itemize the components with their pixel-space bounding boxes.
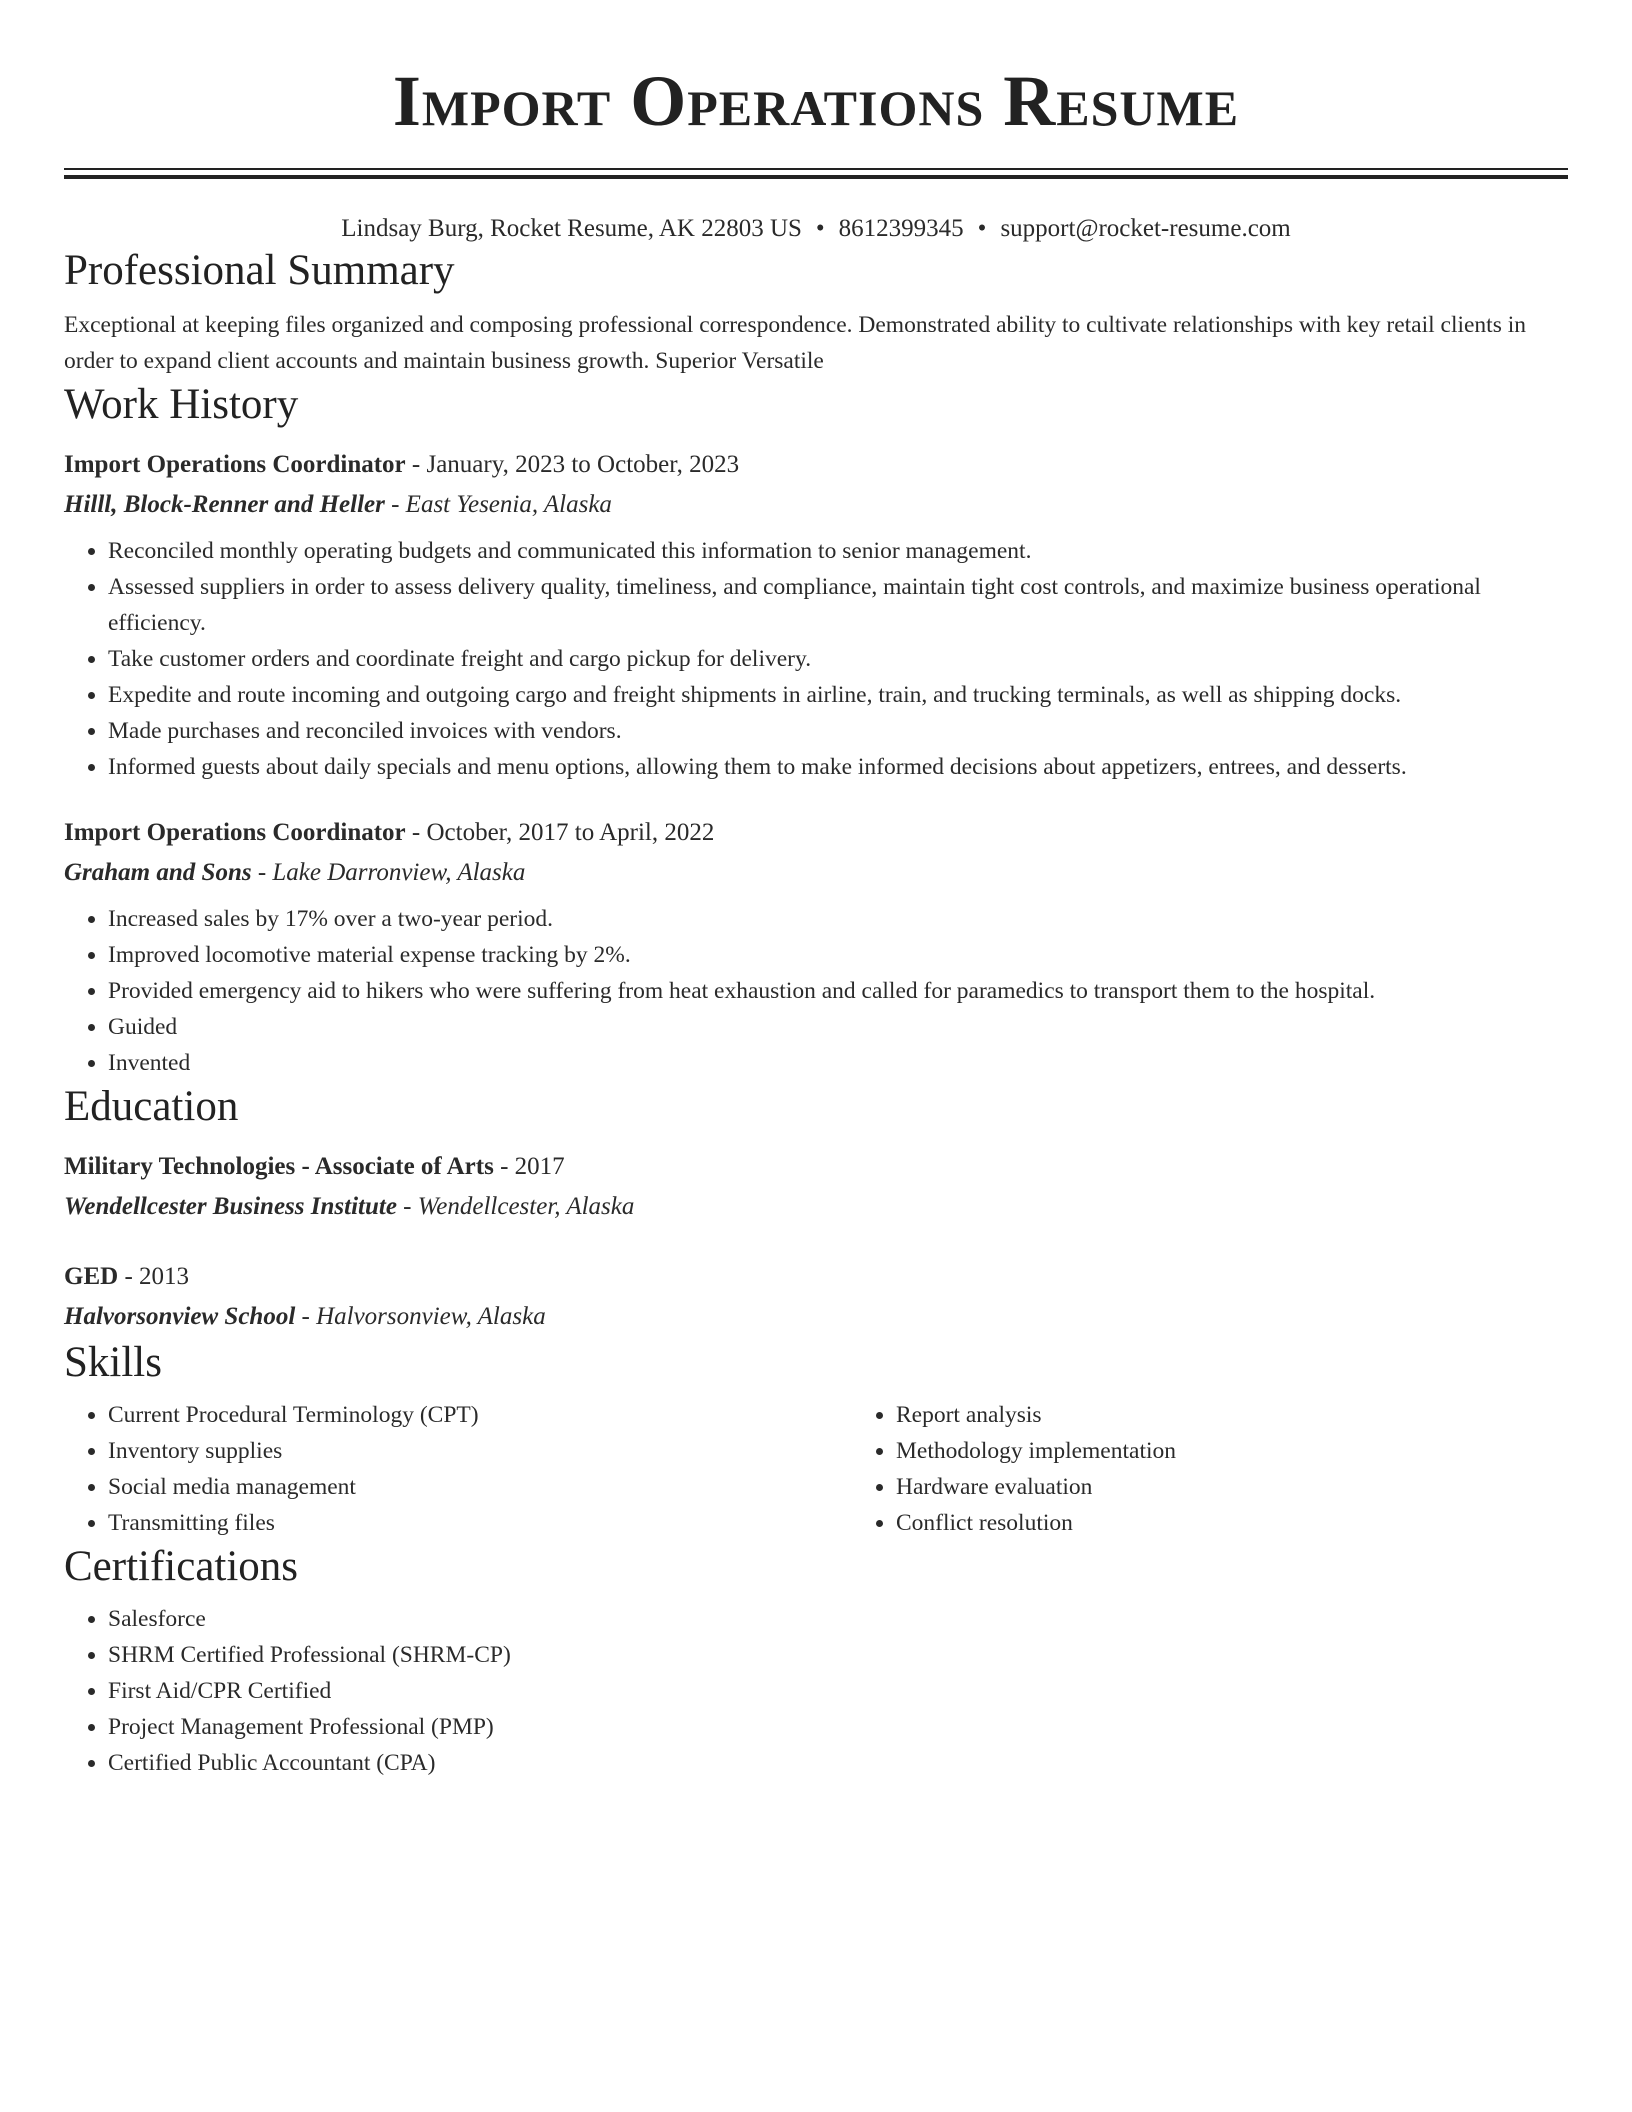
list-item: • Inventory supplies [108, 1433, 852, 1469]
school-name: Wendellcester Business Institute [64, 1193, 397, 1220]
list-item: • Increased sales by 17% over a two-year period. [108, 901, 1568, 937]
list-item: • Reconciled monthly operating budgets and communicated this information to senior management. [108, 533, 1568, 569]
list-item: • First Aid/CPR Certified [108, 1673, 1568, 1709]
job-company: Hilll, Block-Renner and Heller [64, 491, 385, 518]
contact-email: support@rocket-resume.com [1000, 215, 1291, 242]
job-bullets [64, 901, 1568, 1081]
contact-line [64, 213, 1568, 245]
degree: GED [64, 1263, 119, 1290]
school-line [64, 1187, 1568, 1227]
skills-list-left [64, 1397, 852, 1541]
school-name: Halvorsonview School [64, 1303, 296, 1330]
list-item: • Project Management Professional (PMP) [108, 1709, 1568, 1745]
list-item: • SHRM Certified Professional (SHRM-CP) [108, 1637, 1568, 1673]
resume-title: Import Operations Resume [392, 61, 1240, 141]
skills-list-right [852, 1397, 1568, 1541]
title-divider-thin [64, 168, 1568, 170]
education-entry [64, 1257, 1568, 1337]
list-item: • Salesforce [108, 1601, 1568, 1637]
job-title: Import Operations Coordinator [64, 451, 406, 478]
list-item: • Current Procedural Terminology (CPT) [108, 1397, 852, 1433]
degree-year: - 2017 [493, 1153, 565, 1180]
section-heading-summary: Professional Summary [64, 247, 455, 294]
school-location: - Halvorsonview, Alaska [295, 1303, 546, 1330]
job-location: - East Yesenia, Alaska [384, 491, 612, 518]
list-item: • Transmitting files [108, 1505, 852, 1541]
degree: Military Technologies - Associate of Arts [64, 1153, 494, 1180]
contact-phone: 8612399345 [838, 215, 964, 242]
list-item: • Social media management [108, 1469, 852, 1505]
list-item: • Conflict resolution [896, 1505, 1568, 1541]
list-item: • Guided [108, 1009, 1568, 1045]
job-title-line [64, 813, 1568, 853]
list-item: • Assessed suppliers in order to assess delivery quality, timeliness, and compliance, maintain tight cost controls, and maximize business operational efficiency. [108, 569, 1568, 641]
list-item: • Provided emergency aid to hikers who were suffering from heat exhaustion and called for paramedics to transport them to the hospital. [108, 973, 1568, 1009]
list-item: • Expedite and route incoming and outgoing cargo and freight shipments in airline, train, and trucking terminals, as well as shipping docks. [108, 677, 1568, 713]
list-item: • Made purchases and reconciled invoices with vendors. [108, 713, 1568, 749]
title-divider-thick [64, 175, 1568, 179]
list-item: • Informed guests about daily specials and menu options, allowing them to make informed decisions about appetizers, entrees, and desserts. [108, 749, 1568, 785]
contact-address: Lindsay Burg, Rocket Resume, AK 22803 US [341, 215, 802, 242]
job-dates: - October, 2017 to April, 2022 [405, 819, 715, 846]
contact-separator: • [815, 215, 825, 242]
list-item: • Hardware evaluation [896, 1469, 1568, 1505]
job-company-line [64, 853, 1568, 893]
section-heading-certifications: Certifications [64, 1543, 299, 1590]
education-entry [64, 1147, 1568, 1227]
job-title: Import Operations Coordinator [64, 819, 406, 846]
job-dates: - January, 2023 to October, 2023 [405, 451, 740, 478]
list-item: • Invented [108, 1045, 1568, 1081]
list-item: • Certified Public Accountant (CPA) [108, 1745, 1568, 1781]
job-location: - Lake Darronview, Alaska [251, 859, 526, 886]
section-heading-work-history: Work History [64, 381, 299, 428]
job-company: Graham and Sons [64, 859, 252, 886]
list-item: • Take customer orders and coordinate freight and cargo pickup for delivery. [108, 641, 1568, 677]
job-title-line [64, 445, 1568, 485]
degree-line [64, 1257, 1568, 1297]
list-item: • Improved locomotive material expense tracking by 2%. [108, 937, 1568, 973]
certifications-list [64, 1601, 1568, 1781]
skills-grid [64, 1397, 1568, 1541]
job-entry [64, 813, 1568, 1081]
list-item: • Methodology implementation [896, 1433, 1568, 1469]
job-company-line [64, 485, 1568, 525]
school-location: - Wendellcester, Alaska [396, 1193, 635, 1220]
section-heading-skills: Skills [64, 1339, 162, 1386]
section-heading-education: Education [64, 1083, 239, 1130]
degree-line [64, 1147, 1568, 1187]
summary-text: Exceptional at keeping files organized and composing professional correspondence. Demonstrated ability to cultivate relationships with key retail clients in order to expand client accounts and maintain business growth. Superior Versatile [64, 312, 1527, 374]
job-bullets [64, 533, 1568, 785]
degree-year: - 2013 [118, 1263, 190, 1290]
job-entry [64, 445, 1568, 785]
contact-separator: • [977, 215, 987, 242]
list-item: • Report analysis [896, 1397, 1568, 1433]
school-line [64, 1297, 1568, 1337]
